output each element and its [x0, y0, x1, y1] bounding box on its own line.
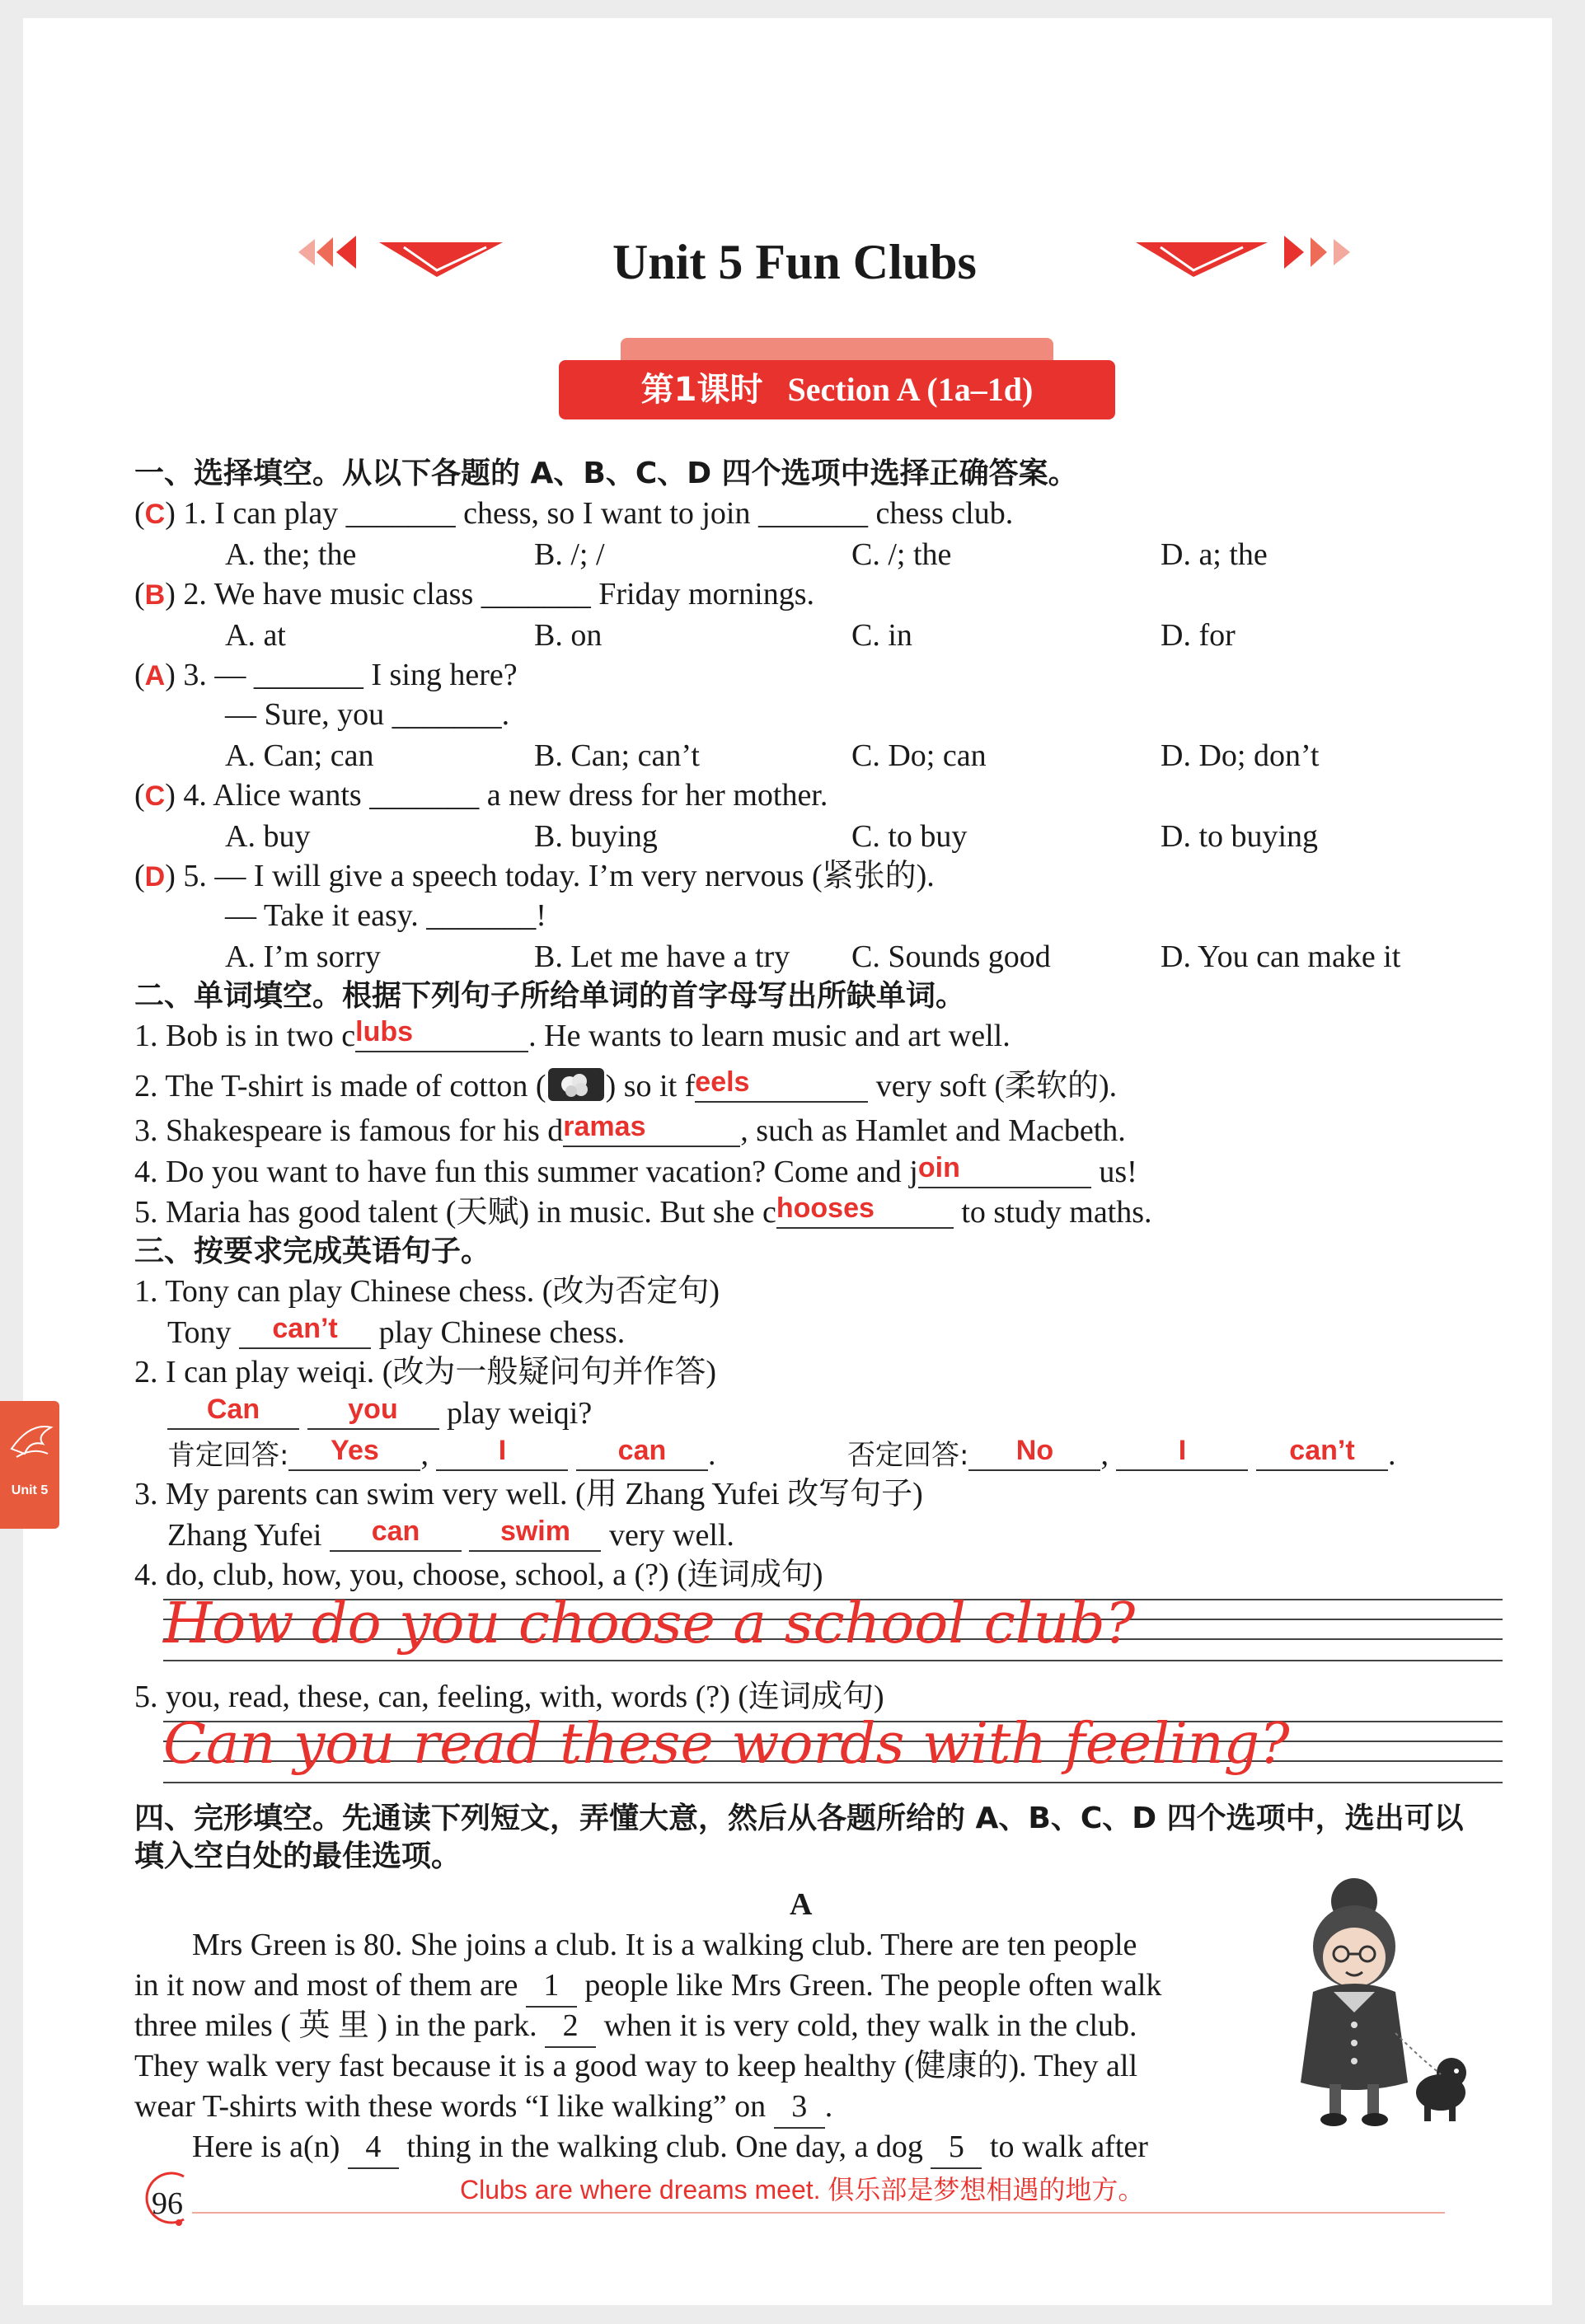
answer-choice: D [144, 861, 166, 893]
answer-blank [917, 1152, 1091, 1188]
rewrite-3-answer-line [167, 1516, 734, 1554]
passage-text: to walk after [989, 2130, 1148, 2164]
writing-line [163, 1782, 1503, 1783]
text-pre: 3. Shakespeare is famous for his d [134, 1113, 564, 1148]
part4-heading: 四、完形填空。先通读下列短文，弄懂大意，然后从各题所给的 A、B、C、D 四个选项中，选出可以 [134, 1802, 1464, 1835]
answer-blank [436, 1435, 568, 1471]
rewrite-2-answer-line [167, 1394, 592, 1432]
answer-text: No [1015, 1435, 1054, 1466]
question-3: (A) 3. — _______ I sing here? [134, 658, 518, 692]
passage-line-2 [134, 1966, 1161, 2008]
answer-text: can [371, 1516, 420, 1547]
text-pre: Zhang Yufei [167, 1518, 322, 1553]
answer-blank [576, 1435, 708, 1471]
answer-choice: C [144, 780, 166, 812]
text-post: to study maths. [953, 1195, 1152, 1230]
answer-text: swim [499, 1516, 570, 1547]
passage-text: people like Mrs Green. The people often walk [584, 1968, 1162, 2003]
rewrite-1-prompt: 1. Tony can play Chinese chess. (改为否定句) [134, 1274, 720, 1309]
text-pre: 4. Do you want to have fun this summer vacation? Come and j [134, 1155, 918, 1189]
text-post: very well. [608, 1518, 734, 1553]
cloze-blank-3: 3 [774, 2087, 825, 2129]
answer-text: can’t [1289, 1435, 1355, 1466]
q2-option-d: D. for [1161, 618, 1236, 653]
answer-blank [1256, 1435, 1388, 1471]
part3-heading: 三、按要求完成英语句子。 [134, 1235, 491, 1268]
text-pre: 5. Maria has good talent (天赋) in music. But she c [134, 1195, 776, 1230]
old-lady-with-dog-illustration [1255, 1868, 1478, 2140]
answer-choice: A [144, 660, 166, 691]
question-stem: 1. I can play _______ chess, so I want to join _______ chess club. [183, 496, 1014, 531]
answer-text: I [1178, 1435, 1187, 1466]
yes-label: 肯定回答: [167, 1439, 289, 1472]
handwritten-answer-4: How do you choose a school club? [163, 1591, 1136, 1656]
yes-answer-line: 肯定回答: Yes , I can . [167, 1435, 716, 1472]
passage-text: three miles ( 英 里 ) in the park. [134, 2008, 537, 2043]
passage-text: thing in the walking club. One day, a dog [406, 2130, 923, 2164]
text-pre: 2. The T-shirt is made of cotton ( [134, 1069, 546, 1103]
passage-line-5: wear T-shirts with these words “I like walking” on 3 . [134, 2087, 832, 2129]
passage-text: Here is a(n) [192, 2130, 340, 2164]
q4-option-d: D. to buying [1161, 819, 1319, 854]
cloze-blank-2: 2 [545, 2006, 596, 2048]
text-post: play weiqi? [447, 1396, 593, 1431]
answer-choice: B [144, 579, 166, 611]
rewrite-4-prompt: 4. do, club, how, you, choose, school, a (?) (连词成句) [134, 1558, 823, 1592]
answer-text: hooses [776, 1192, 875, 1224]
part1-heading: 一、选择填空。从以下各题的 A、B、C、D 四个选项中选择正确答案。 [134, 457, 1078, 490]
q3-option-b: B. Can; can’t [534, 738, 700, 773]
no-label: 否定回答: [847, 1439, 969, 1472]
answer-text: oin [917, 1152, 960, 1183]
q2-option-b: B. on [534, 618, 603, 653]
word-fill-3 [134, 1112, 1126, 1150]
text-pre: Tony [167, 1315, 232, 1350]
question-stem: 3. — _______ I sing here? [183, 658, 518, 692]
q5-option-b: B. Let me have a try [534, 939, 790, 974]
q1-option-d: D. a; the [1161, 537, 1268, 572]
passage-line-1: Mrs Green is 80. She joins a club. It is a walking club. There are ten people [192, 1928, 1137, 1962]
passage-label: A [790, 1887, 813, 1922]
answer-text: you [348, 1394, 398, 1425]
answer-text: Yes [331, 1435, 379, 1466]
question-2: (B) 2. We have music class _______ Friday mornings. [134, 577, 815, 611]
question-5: (D) 5. — I will give a speech today. I’m very nervous (紧张的). [134, 859, 935, 893]
question-stem: 4. Alice wants _______ a new dress for her mother. [183, 778, 828, 813]
no-answer-line: 否定回答: No , I can’t . [847, 1435, 1396, 1472]
answer-blank [695, 1066, 868, 1103]
workbook-page [23, 18, 1552, 2305]
lesson-banner [559, 360, 1115, 419]
question-3-reply: — Sure, you _______. [225, 697, 510, 732]
word-fill-4 [134, 1153, 1137, 1191]
q4-option-b: B. buying [534, 819, 658, 854]
text-mid: ) so it f [605, 1069, 696, 1103]
lesson-section: Section A (1a–1d) [787, 371, 1034, 408]
answer-blank [563, 1111, 740, 1147]
answer-text: eels [695, 1066, 750, 1098]
q5-option-d: D. You can make it [1161, 939, 1401, 974]
answer-blank [288, 1435, 420, 1471]
question-4: (C) 4. Alice wants _______ a new dress for her mother. [134, 778, 828, 813]
text-post: play Chinese chess. [378, 1315, 626, 1350]
answer-blank [776, 1192, 954, 1229]
rewrite-5-prompt: 5. you, read, these, can, feeling, with, words (?) (连词成句) [134, 1680, 884, 1714]
passage-line-4: They walk very fast because it is a good way to keep healthy (健康的). They all [134, 2049, 1138, 2083]
answer-text: can [617, 1435, 667, 1466]
part2-heading: 二、单词填空。根据下列句子所给单词的首字母写出所缺单词。 [134, 979, 966, 1013]
answer-text: can’t [272, 1313, 338, 1344]
q1-option-a: A. the; the [225, 537, 357, 572]
answer-blank [239, 1313, 371, 1349]
q4-option-a: A. buy [225, 819, 311, 854]
cotton-flower-image [546, 1066, 606, 1103]
passage-text: wear T-shirts with these words “I like walking” on [134, 2089, 767, 2124]
answer-choice: C [144, 499, 166, 530]
q2-option-c: C. in [851, 618, 912, 653]
text-post: . He wants to learn music and art well. [528, 1019, 1011, 1053]
part4-heading-cont: 填入空白处的最佳选项。 [134, 1839, 462, 1873]
answer-text: I [498, 1435, 507, 1466]
handwritten-answer-5: Can you read these words with feeling? [163, 1712, 1290, 1777]
footer-motto: Clubs are where dreams meet. 俱乐部是梦想相遇的地方。 [460, 2175, 1145, 2205]
answer-blank [307, 1394, 439, 1430]
rewrite-3-prompt: 3. My parents can swim very well. (用 Zhang Yufei 改写句子) [134, 1477, 923, 1511]
answer-blank [469, 1516, 601, 1552]
q4-option-c: C. to buy [851, 819, 968, 854]
passage-text: when it is very cold, they walk in the club. [603, 2008, 1137, 2043]
q5-option-c: C. Sounds good [851, 939, 1051, 974]
answer-blank [968, 1435, 1100, 1471]
answer-text: lubs [355, 1016, 414, 1047]
answer-text: Can [206, 1394, 260, 1425]
q5-option-a: A. I’m sorry [225, 939, 381, 974]
question-stem: 2. We have music class _______ Friday mornings. [183, 577, 815, 611]
word-fill-2 [134, 1066, 1117, 1105]
q3-option-c: C. Do; can [851, 738, 987, 773]
q1-option-b: B. /; / [534, 537, 605, 572]
cloze-blank-1: 1 [526, 1966, 577, 2008]
rewrite-1-answer-line [167, 1314, 625, 1352]
word-fill-1 [134, 1017, 1011, 1055]
word-fill-5 [134, 1193, 1152, 1231]
text-post: very soft (柔软的). [868, 1069, 1118, 1103]
question-5-reply: — Take it easy. _______! [225, 898, 546, 933]
side-tab-label: Unit 5 [11, 1483, 49, 1497]
answer-blank [355, 1016, 528, 1052]
answer-blank [167, 1394, 299, 1430]
answer-blank [330, 1516, 462, 1552]
writing-line [163, 1660, 1503, 1661]
text-pre: 1. Bob is in two c [134, 1019, 356, 1053]
q3-option-d: D. Do; don’t [1161, 738, 1320, 773]
q3-option-a: A. Can; can [225, 738, 374, 773]
passage-text: in it now and most of them are [134, 1968, 518, 2003]
cloze-blank-4: 4 [348, 2127, 399, 2169]
unit-title: Unit 5 Fun Clubs [612, 235, 977, 289]
rewrite-2-prompt: 2. I can play weiqi. (改为一般疑问句并作答) [134, 1355, 717, 1389]
unit-side-tab [0, 1401, 59, 1529]
question-1: (C) 1. I can play _______ chess, so I want to join _______ chess club. [134, 496, 1014, 531]
text-post: , such as Hamlet and Macbeth. [740, 1113, 1126, 1148]
answer-blank [1116, 1435, 1248, 1471]
page-number: 96 [152, 2186, 183, 2221]
passage-line-3 [134, 2006, 1137, 2048]
wing-icon [0, 1408, 59, 1482]
q1-option-c: C. /; the [851, 537, 952, 572]
cloze-blank-5: 5 [931, 2127, 982, 2169]
left-arrows-decoration [280, 219, 511, 285]
passage-line-6 [192, 2127, 1148, 2169]
question-stem: 5. — I will give a speech today. I’m very nervous (紧张的). [183, 859, 935, 893]
lesson-label: 第1课时 [640, 371, 763, 409]
q2-option-a: A. at [225, 618, 286, 653]
text-post: us! [1090, 1155, 1137, 1189]
right-arrows-decoration [1128, 219, 1375, 285]
answer-text: ramas [563, 1111, 646, 1142]
